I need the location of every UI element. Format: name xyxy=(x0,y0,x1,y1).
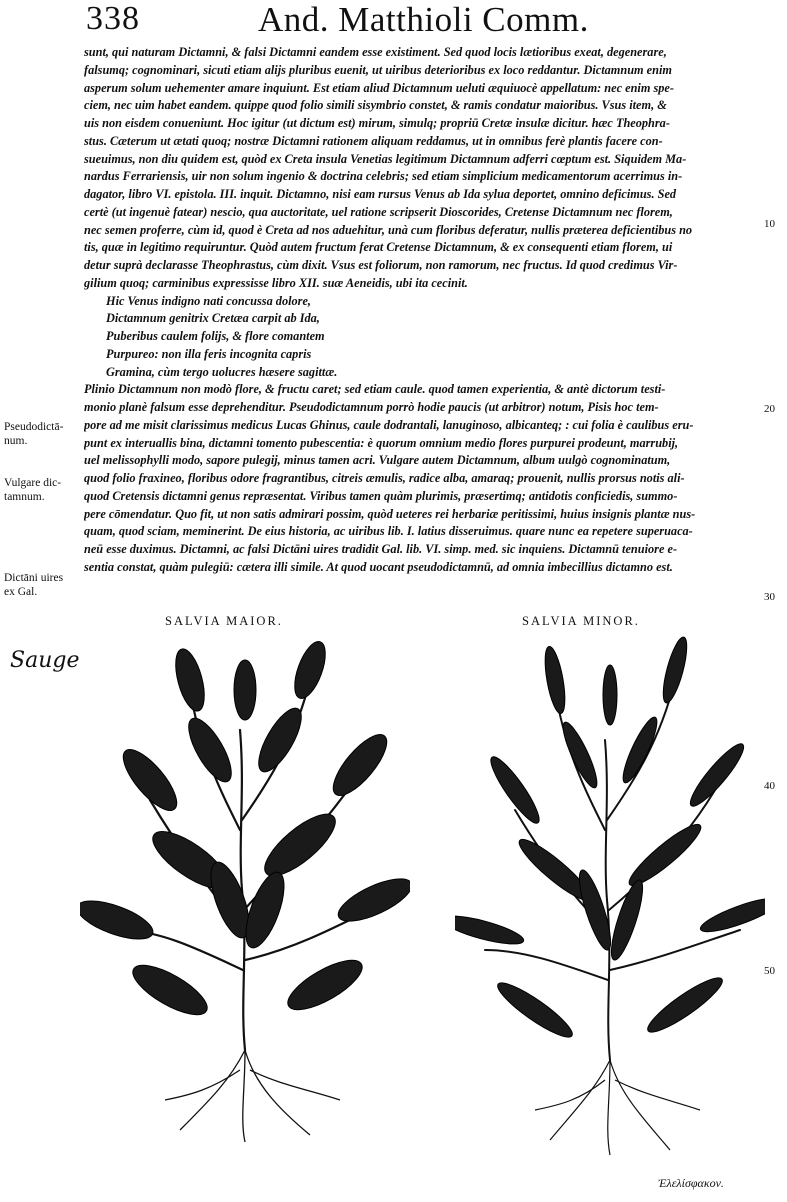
margin-note-line: tamnum. xyxy=(4,491,45,503)
text-line: ciem, nec uim habet eandem. quippe quod folio simili sisymbrio constet, & ramis condatur maioribus. Vsus item, & xyxy=(84,98,667,113)
text-line: uis non eisdem conueniunt. Hoc igitur (ut dictum est) mirum, simulq; propriū Cretæ insulæ dicitur. hæc Theophra- xyxy=(84,116,670,130)
salvia-maior-illustration xyxy=(80,630,410,1145)
text-line: quod Cretensis dictamni genus repræsentat. Viribus tamen quàm plurimis, præsertimq; antidotis conficiedis, summo- xyxy=(84,488,678,503)
text-line: detur suprà declarasse Theophrastus, cùm dixit. Vsus est foliorum, non ramorum, nec fructus. Id quod credimus Vir- xyxy=(84,258,678,272)
text-line: certè (ut ingenuè fatear) nescio, qua auctoritate, uel ratione scripserit Dioscorides, Cretense Dictamnum nec florem, xyxy=(84,204,673,219)
page-header xyxy=(0,0,787,44)
margin-note-line: Dictāni uires xyxy=(4,572,64,584)
text-line: uel melissophylli modo, sapore pulegij, minus tamen acri. Vulgare autem Dictamnum, album uulgò cognominatum, xyxy=(84,453,671,468)
figure-caption-salvia-maior: SALVIA MAIOR. xyxy=(165,614,283,628)
figure-caption-salvia-minor: SALVIA MINOR. xyxy=(522,614,640,628)
verse-line: Dictamnum genitrix Cretæa carpit ab Ida, xyxy=(106,311,320,326)
verse-line: Purpureo: non illa feris incognita capris xyxy=(106,346,312,361)
text-line: sunt, qui naturam Dictamni, & falsi Dictamni eandem esse existiment. Sed quod locis lætioribus exeat, degenerare, xyxy=(84,45,667,59)
text-line: nec semen proferre, cùm id, quod è Creta ad nos aduehitur, unà cum floribus deferatur, nullis præterea deficientibus no xyxy=(84,222,693,237)
text-line: punt ex interuallis bina, dictamni tomento pubescentia: è quorum omnium medio flores purpurei prodeunt, marrubij, xyxy=(84,435,679,450)
line-number: 50 xyxy=(764,965,775,977)
text-line: Plinio Dictamnum non modò flore, & fructu caret; sed etiam caule. quod tamen experientia, & antè dictorum testi- xyxy=(84,382,666,397)
line-number: 10 xyxy=(764,218,775,230)
text-line: gilium quoq; carminibus expressisse libro XII. suæ Aeneidis, ubi ita cecinit. xyxy=(84,275,468,290)
margin-note-line: Pseudodictā- xyxy=(4,421,64,433)
handwritten-annotation: Sauge xyxy=(10,648,80,673)
margin-note-vulgare xyxy=(4,476,82,504)
line-number: 30 xyxy=(764,591,775,603)
margin-note-galen xyxy=(4,571,82,599)
text-line: falsumq; cognominari, sicuti etiam alijs pluribus euenit, ut uiribus deterioribus ex loco reddantur. Dictamnum enim xyxy=(84,62,672,77)
margin-note-pseudodictamnum xyxy=(4,420,82,448)
salvia-minor-illustration xyxy=(455,630,765,1160)
text-line: nardus Ferrariensis, uir non solum ingenio & doctrina celebris; sed etiam simplicium medicamentorum acerrimus in- xyxy=(84,169,683,184)
text-line: quod folio fraxineo, floribus odore fragrantibus, citreis æmulis, radice alba, amaraq; prouenit, nullis prorsus notis ali- xyxy=(84,471,685,485)
line-number: 40 xyxy=(764,780,775,792)
verse-line: Puberibus caulem folijs, & flore comantem xyxy=(106,329,325,343)
text-line: sueuimus, non diu quidem est, quòd ex Creta insula Venetias legitimum Dictamnum adferri cœptum est. Siquidem Ma- xyxy=(84,151,687,166)
margin-note-line: num. xyxy=(4,435,28,447)
margin-note-line: ex Gal. xyxy=(4,586,38,598)
text-line: quam, quod sciam, meminerint. De eius historia, ac uiribus lib. I. latius disseruimus. quare nunc ea repetere superuaca- xyxy=(84,524,693,539)
margin-note-line: Vulgare dic- xyxy=(4,477,62,489)
greek-caption: Ἐλελίσφακον. xyxy=(658,1176,724,1190)
running-title: And. Matthioli Comm. xyxy=(258,0,589,39)
verse-line: Gramina, cùm tergo uolucres hæsere sagittæ. xyxy=(106,364,338,379)
verse-line: Hic Venus indigno nati concussa dolore, xyxy=(106,293,311,308)
text-line: monio planè falsum esse deprehenditur. Pseudodictamnum porrò hodie paucis (ut arbitror) notum, Pisis hoc tem- xyxy=(84,400,659,414)
text-line: tis, quæ in legitimo requiruntur. Quòd autem fructum ferat Cretense Dictamnum, & ex consequenti etiam florem, ui xyxy=(84,240,673,255)
text-line: pore ad me misit clarissimus medicus Lucas Ghinus, caule dodrantali, lanuginoso, albicanteq; : cui folia è caulibus eru- xyxy=(84,417,694,432)
text-line: asperum solum uehementer amare inquiunt. Est etiam aliud Dictamnum ueluti æquiuocè appellatum: nec enim spe- xyxy=(84,80,674,95)
text-line: pere cōmendatur. Quo fit, ut non satis admirari possim, quòd ueteres rei herbariæ peritissimi, huius insignis plantæ nus- xyxy=(84,506,696,521)
main-text xyxy=(84,44,760,577)
text-line: sentia constat, quàm pulegiū: cætera illi simile. At quod uocant pseudodictamnū, ad omnia imbecillius dictamno est. xyxy=(84,559,673,574)
page-number: 338 xyxy=(86,0,140,37)
line-number: 20 xyxy=(764,403,775,415)
text-line: neū esse duximus. Dictamni, ac falsi Dictāni uires tradidit Gal. lib. VI. simp. med. sic inquiens. Dictamnū tenuiore e- xyxy=(84,542,678,556)
text-line: dagator, libro VI. epistola. III. inquit. Dictamno, nisi eam rursus Venus ab Ida sylua deportet, omnino deficimus. Sed xyxy=(84,187,677,201)
text-line: stus. Cæterum ut ætati quoq; nostræ Dictamni rationem aliquam reddamus, ut in omnibus ferè plantis facere con- xyxy=(84,133,663,148)
